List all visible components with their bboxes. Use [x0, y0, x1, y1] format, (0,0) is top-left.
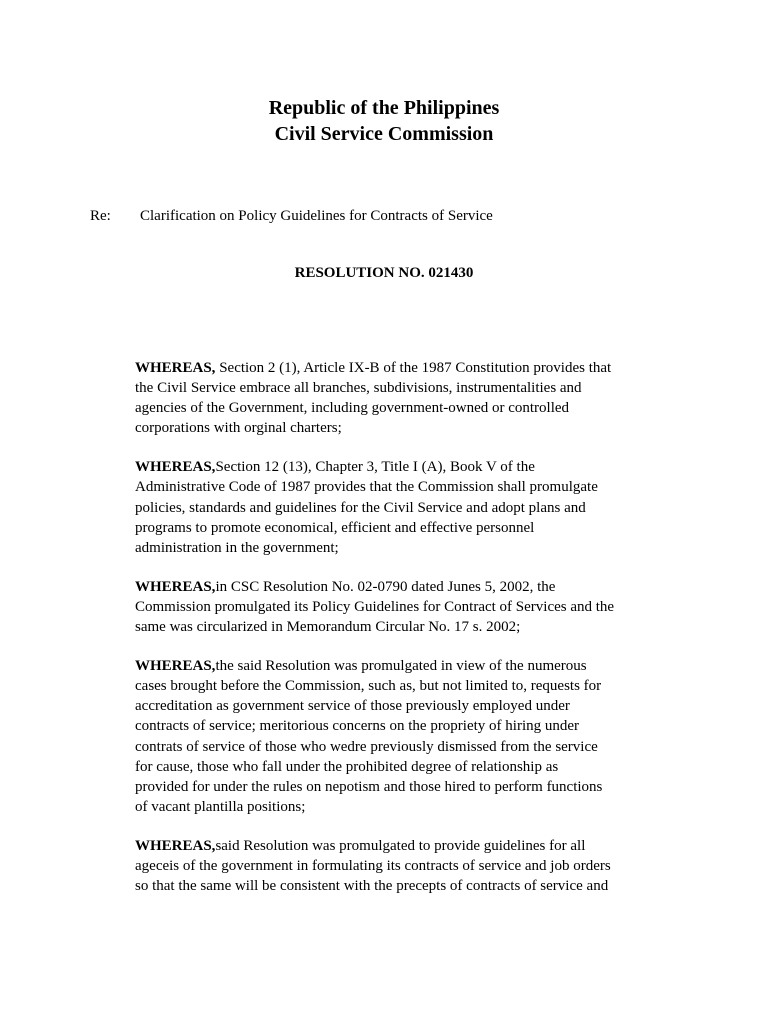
document-header — [0, 95, 768, 147]
header-republic: Republic of the Philippines — [268, 97, 500, 119]
paragraph-line: provided for under the rules on nepotism and those hired to perform functions — [135, 778, 603, 795]
subject-text: Clarification on Policy Guidelines for Contracts of Service — [140, 208, 493, 224]
paragraph-line: WHEREAS,in CSC Resolution No. 02-0790 dated Junes 5, 2002, the — [135, 578, 556, 595]
paragraph-line: Commission promulgated its Policy Guidelines for Contract of Services and the — [135, 598, 615, 615]
document-body — [135, 358, 695, 915]
paragraph-line: ageceis of the government in formulating its contracts of service and job orders — [135, 857, 611, 874]
subject-line — [90, 206, 493, 226]
paragraph-line: so that the same will be consistent with the precepts of contracts of service and — [135, 878, 609, 895]
paragraph-line: contrats of service of those who wedre previously dismissed from the service — [135, 738, 598, 755]
whereas-keyword: WHEREAS, — [135, 658, 216, 675]
resolution-title: RESOLUTION NO. 021430 — [294, 265, 474, 281]
paragraph-line: contracts of service; meritorious concerns on the propriety of hiring under — [135, 718, 580, 735]
whereas-paragraph-2 — [135, 457, 695, 557]
whereas-paragraph-1 — [135, 358, 695, 438]
header-commission: Civil Service Commission — [274, 123, 494, 145]
whereas-paragraph-5 — [135, 836, 695, 896]
paragraph-line: agencies of the Government, including government-owned or controlled — [135, 400, 570, 417]
paragraph-line: cases brought before the Commission, such as, but not limited to, requests for — [135, 678, 602, 695]
whereas-keyword: WHEREAS, — [135, 578, 216, 595]
paragraph-line: for cause, those who fall under the prohibited degree of relationship as — [135, 758, 559, 775]
paragraph-line: WHEREAS,the said Resolution was promulgated in view of the numerous — [135, 658, 587, 675]
whereas-paragraph-3 — [135, 577, 695, 637]
paragraph-line: accreditation as government service of those previously employed under — [135, 698, 570, 715]
paragraph-line: of vacant plantilla positions; — [135, 798, 306, 815]
whereas-keyword: WHEREAS, — [135, 459, 216, 476]
subject-label: Re: — [90, 208, 111, 224]
paragraph-line: WHEREAS, Section 2 (1), Article IX-B of the 1987 Constitution provides that — [135, 360, 612, 376]
paragraph-line: WHEREAS,Section 12 (13), Chapter 3, Title I (A), Book V of the — [135, 459, 535, 476]
paragraph-line: Administrative Code of 1987 provides that the Commission shall promulgate — [135, 479, 598, 496]
whereas-keyword: WHEREAS, — [135, 837, 216, 854]
paragraph-line: corporations with orginal charters; — [135, 420, 342, 437]
paragraph-line: programs to promote economical, efficient and effective personnel — [135, 519, 535, 536]
paragraph-line: administration in the government; — [135, 539, 339, 556]
paragraph-line: WHEREAS,said Resolution was promulgated to provide guidelines for all — [135, 837, 586, 854]
paragraph-line: the Civil Service embrace all branches, subdivisions, instrumentalities and — [135, 380, 582, 397]
whereas-paragraph-4 — [135, 656, 695, 817]
whereas-keyword: WHEREAS, — [135, 360, 216, 376]
paragraph-line: policies, standards and guidelines for the Civil Service and adopt plans and — [135, 499, 586, 516]
paragraph-line: same was circularized in Memorandum Circular No. 17 s. 2002; — [135, 619, 521, 636]
